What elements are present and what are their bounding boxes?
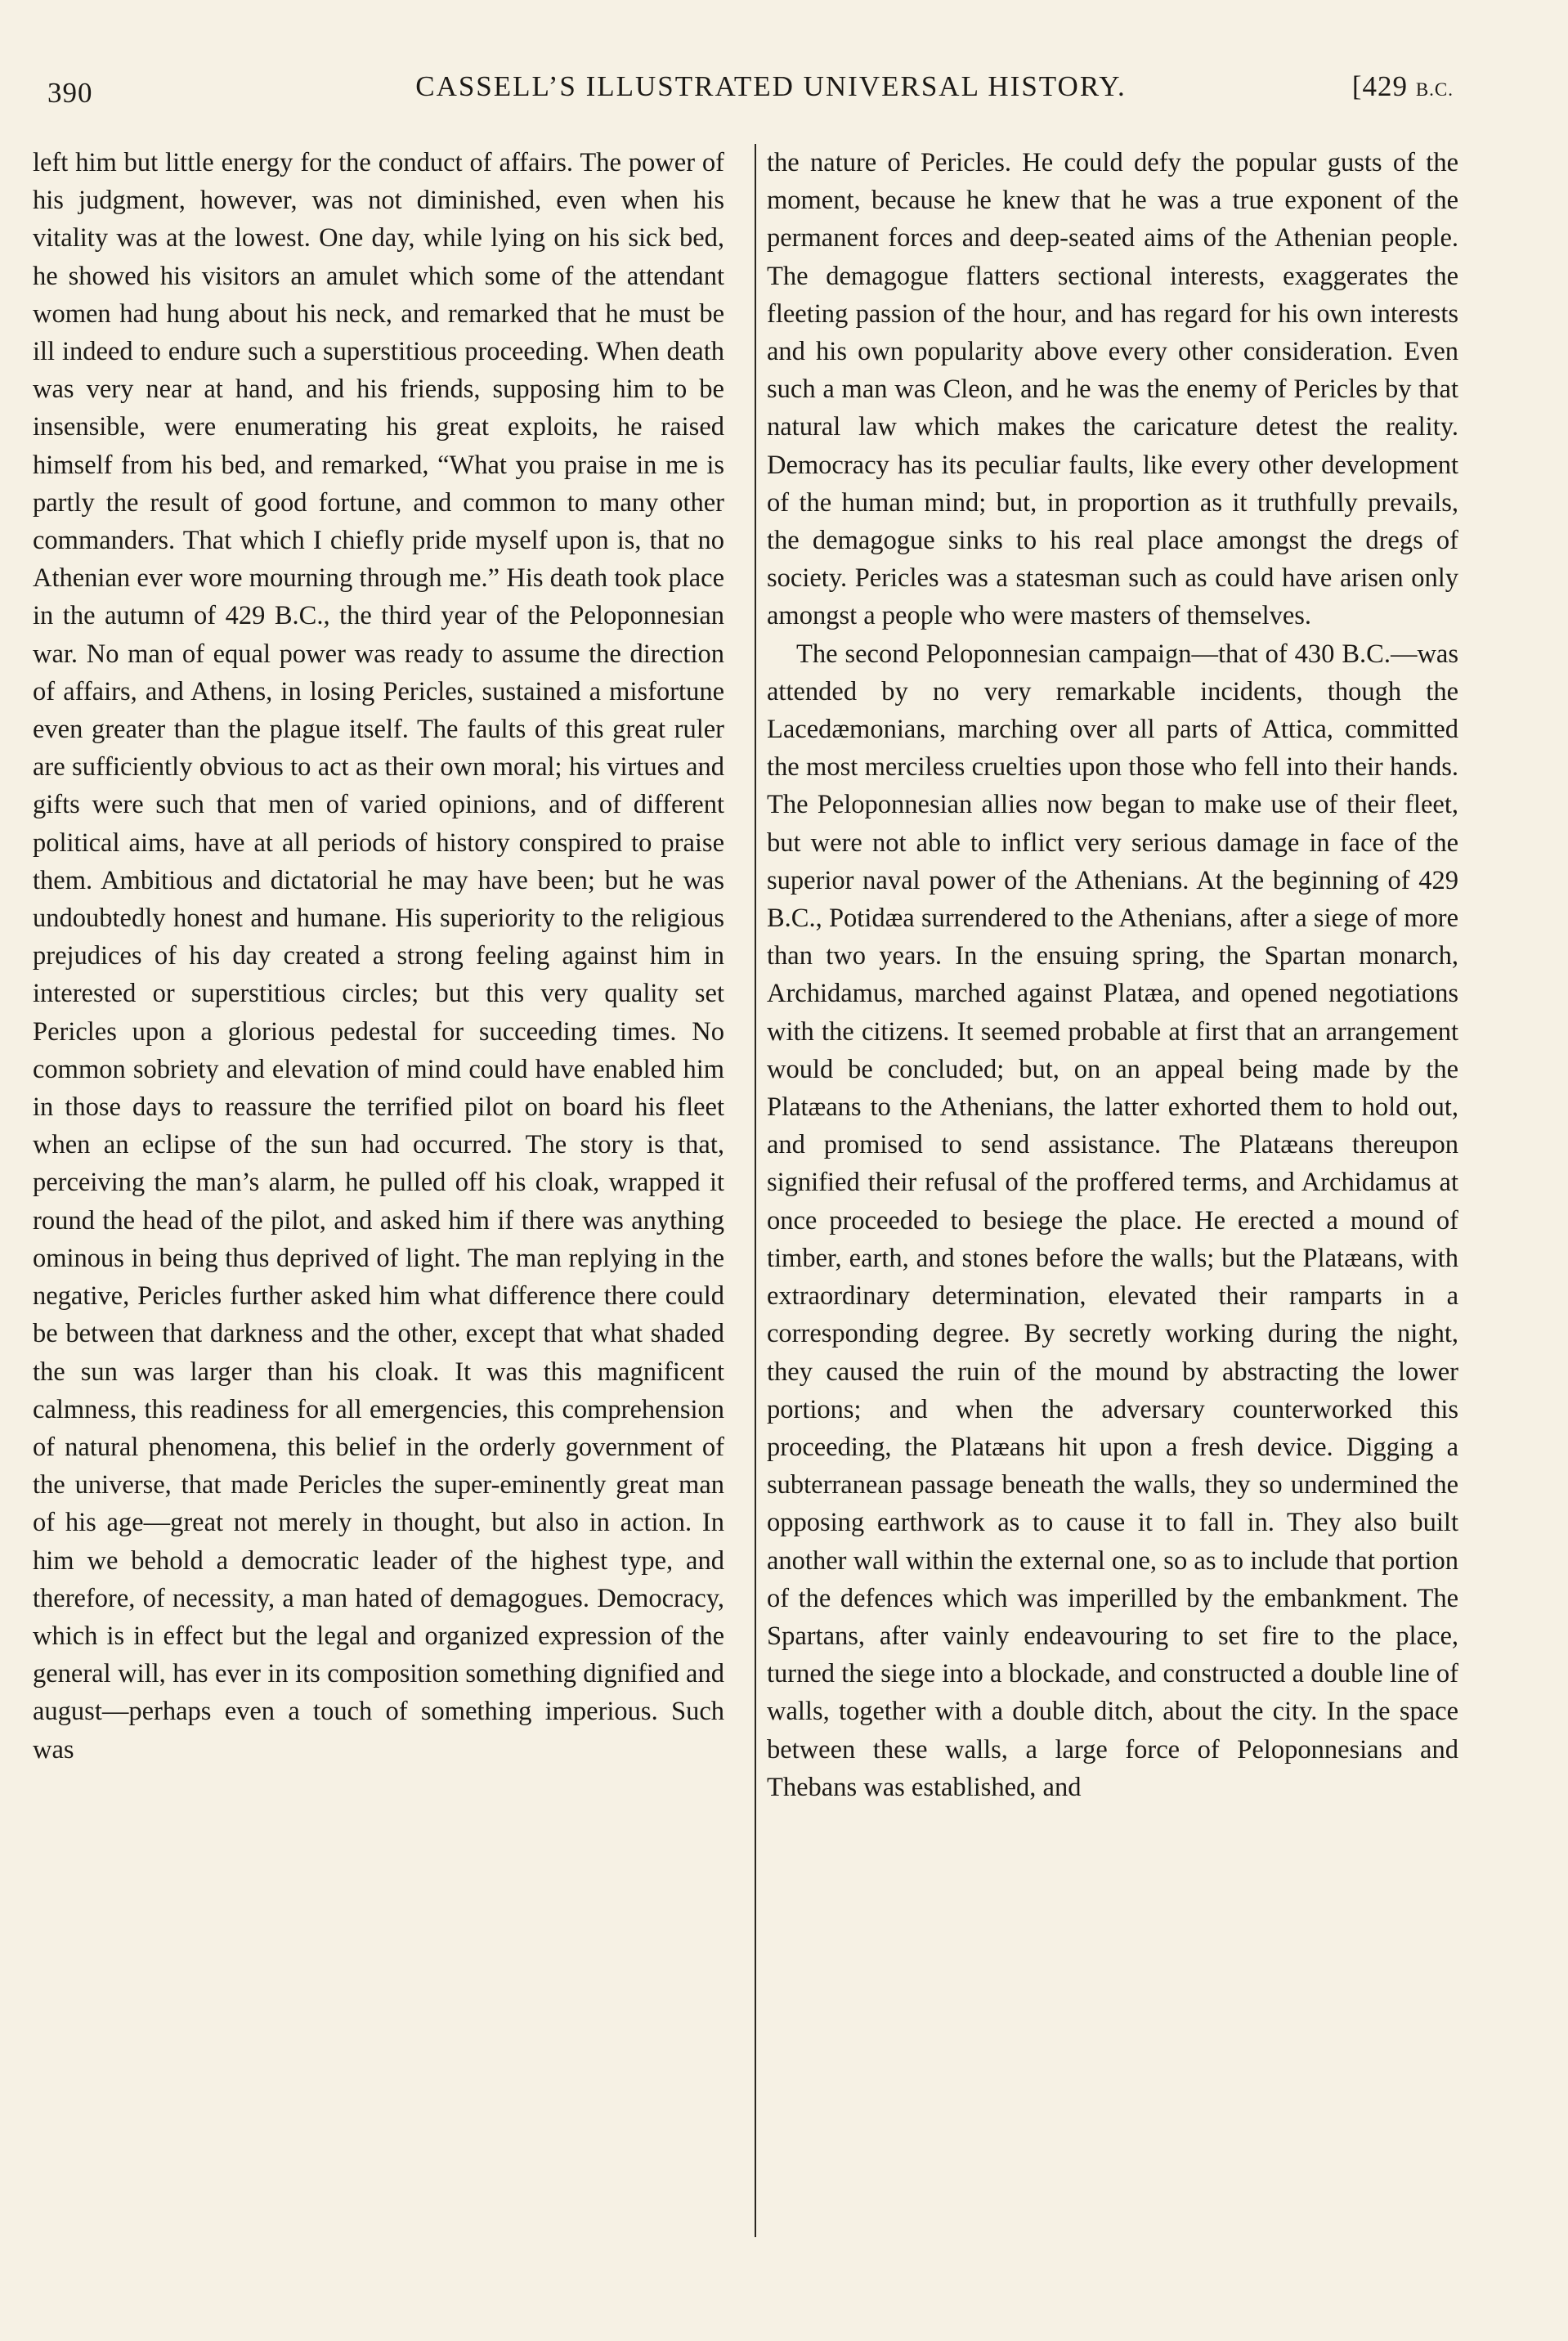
page-number: 390 [47, 77, 93, 109]
running-header [47, 70, 1454, 119]
column-divider [755, 144, 756, 2237]
right-column [767, 144, 1458, 1806]
date-year: [429 [1351, 70, 1409, 102]
paragraph: left him but little energy for the conduct of affairs. The power of his judgment, however, was not diminished, even when his vitality was at the lowest. One day, while lying on his sick bed, he showed his visitors an amulet which some of the attendant women had hung about his neck, and remarked that he must be ill indeed to endure such a superstitious proceeding. When death was very near at hand, and his friends, supposing him to be insensible, were enumerating his great exploits, he raised himself from his bed, and remarked, “What you praise in me is partly the result of good fortune, and common to many other commanders. That which I chiefly pride myself upon is, that no Athenian ever wore mourning through me.” His death took place in the autumn of 429 B.C., the third year of the Peloponnesian war. No man of equal power was ready to assume the direction of affairs, and Athens, in losing Pericles, sustained a misfortune even greater than the plague itself. The faults of this great ruler are sufficiently obvious to act as their own moral; his virtues and gifts were such that men of varied opinions, and of different political aims, have at all periods of history conspired to praise them. Ambitious and dictatorial he may have been; but he was undoubtedly honest and humane. His superiority to the religious prejudices of his day created a strong feeling against him in interested or superstitious circles; but this very quality set Pericles upon a glorious pedestal for succeeding times. No common sobriety and elevation of mind could have enabled him in those days to reassure the terrified pilot on board his fleet when an eclipse of the sun had occurred. The story is that, perceiving the man’s alarm, he pulled off his cloak, wrapped it round the head of the pilot, and asked him if there was anything ominous in being thus deprived of light. The man replying in the negative, Pericles further asked him what difference there could be between that darkness and the other, except that what shaded the sun was larger than his cloak. It was this magnificent calmness, this readiness for all emergencies, this comprehension of natural phenomena, this belief in the orderly government of the universe, that made Pericles the super-eminently great man of his age—great not merely in thought, but also in action. In him we behold a democratic leader of the highest type, and therefore, of necessity, a man hated of demagogues. Democracy, which is in effect but the legal and organized expression of the general will, has ever in its composition something dignified and august—perhaps even a touch of something imperious. Such was [33, 148, 724, 1765]
paragraph: the nature of Pericles. He could defy the popular gusts of the moment, because he knew that he was a true exponent of the permanent forces and deep-seated aims of the Athenian people. The demagogue flatters sectional interests, exaggerates the fleeting passion of the hour, and has regard for his own interests and his own popularity above every other consideration. Even such a man was Cleon, and he was the enemy of Pericles by that natural law which makes the caricature detest the reality. Democracy has its peculiar faults, like every other development of the human mind; but, in proportion as it truthfully prevails, the demagogue sinks to his real place amongst the dregs of society. Pericles was a statesman such as could have arisen only amongst a people who were masters of themselves. [767, 148, 1458, 631]
left-column [33, 144, 724, 1769]
running-title: CASSELL’S ILLUSTRATED UNIVERSAL HISTORY. [415, 70, 1127, 102]
date-marker [1352, 70, 1454, 103]
paragraph: The second Peloponnesian campaign—that of 430 B.C.—was attended by no very remarkable incidents, though the Lacedæmonians, marching over all parts of Attica, committed the most merciless cruelties upon those who fell into their hands. The Peloponnesian allies now began to make use of their fleet, but were not able to inflict very serious damage in face of the superior naval power of the Athenians. At the beginning of 429 B.C., Potidæa surrendered to the Athenians, after a siege of more than two years. In the ensuing spring, the Spartan monarch, Archidamus, marched against Platæa, and opened negotiations with the citizens. It seemed probable at first that an arrangement would be concluded; but, on an appeal being made by the Platæans to the Athenians, the latter exhorted them to hold out, and promised to send assistance. The Platæans thereupon signified their refusal of the proffered terms, and Archidamus at once proceeded to besiege the place. He erected a mound of timber, earth, and stones before the walls; but the Platæans, with extraordinary determination, elevated their ramparts in a corresponding degree. By secretly working during the night, they caused the ruin of the mound by abstracting the lower portions; and when the adversary counterworked this proceeding, the Platæans hit upon a fresh device. Digging a subterranean passage beneath the walls, they so undermined the opposing earthwork as to cause it to fall in. They also built another wall within the external one, so as to include that portion of the defences which was imperilled by the embankment. The Spartans, after vainly endeavouring to set fire to the place, turned the siege into a blockade, and constructed a double line of walls, together with a double ditch, about the city. In the space between these walls, a large force of Peloponnesians and Thebans was established, and [767, 639, 1458, 1802]
date-era: B.C. [1415, 79, 1454, 100]
